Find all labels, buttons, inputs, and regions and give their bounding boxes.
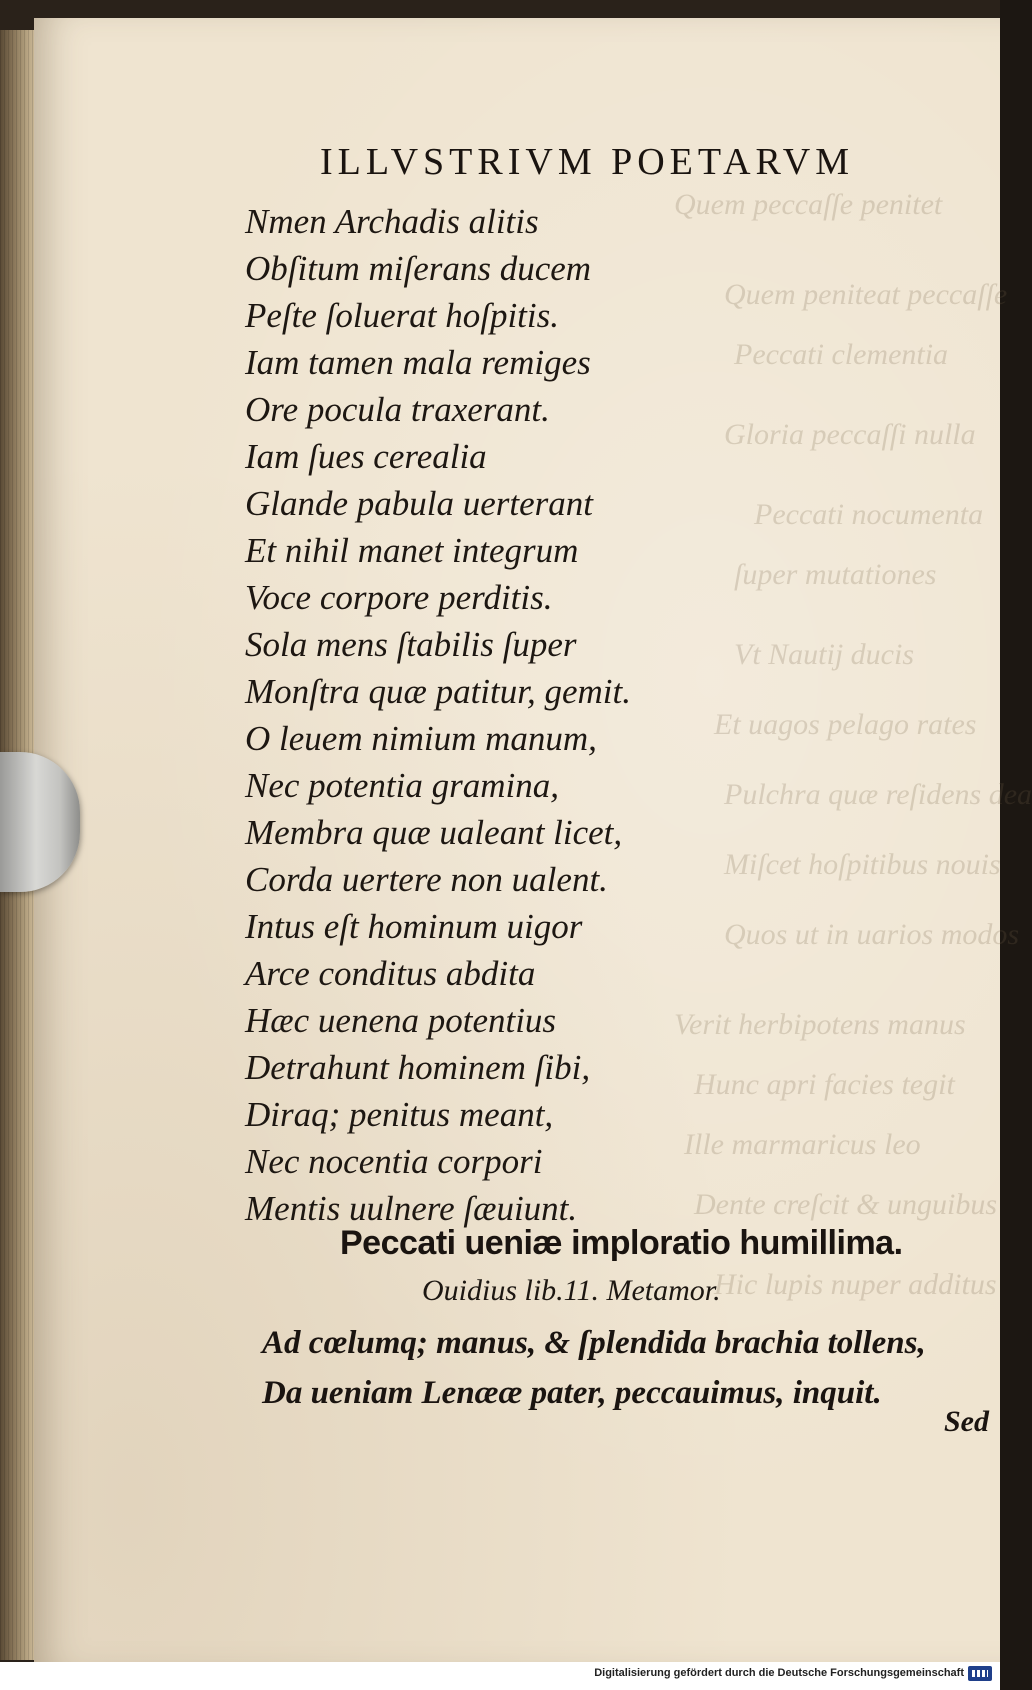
running-title: ILLVSTRIVM POETARVM	[320, 141, 855, 183]
section-heading: Peccati ueniæ imploratio humillima.	[340, 1224, 903, 1262]
poem-line: Peſte ſoluerat hoſpitis.	[245, 296, 559, 335]
poem-line: Monſtra quæ patitur, gemit.	[245, 672, 631, 711]
poem-line: Nec potentia gramina,	[245, 766, 559, 805]
poem-line: Et nihil manet integrum	[245, 531, 579, 570]
poem-line: Sola mens ſtabilis ſuper	[245, 625, 577, 664]
poem-line: Detrahunt hominem ſibi,	[245, 1048, 591, 1087]
poem-line: Arce conditus abdita	[245, 954, 536, 993]
poem-line: Diraq; penitus meant,	[245, 1095, 554, 1134]
poem-line: Obſitum miſerans ducem	[245, 249, 592, 288]
dfg-logo-icon	[968, 1666, 992, 1681]
digitization-credit: Digitalisierung gefördert durch die Deutsche Forschungsgemeinschaft	[594, 1667, 964, 1679]
verse-line: Ad cœlumq; manus, & ſplendida brachia tollens,	[262, 1325, 926, 1361]
poem-line: Voce corpore perditis.	[245, 578, 553, 617]
poem-line: Intus eſt hominum uigor	[245, 907, 583, 946]
poem-line: Ore pocula traxerant.	[245, 390, 550, 429]
poem-line: O leuem nimium manum,	[245, 719, 597, 758]
poem-line: Mentis uulnere ſæuiunt.	[245, 1189, 578, 1228]
poem-line: Hæc uenena potentius	[245, 1001, 557, 1040]
poem-line: Corda uertere non ualent.	[245, 860, 608, 899]
bleed-through-text: Quem peccaſſe penitet Quem peniteat peccaſſe Peccati clementia Gloria peccaſſi nulla Peccati nocumenta ſuper mutationes Vt Nautij ducis Et uagos pelago rates Pulchra quæ reſidens dea Miſcet hoſpitibus nouis Quos ut in uarios modos Verit herbipotens manus Hunc apri facies tegit Ille marmaricus leo Dente creſcit & unguibus Hic lupis nuper additus	[674, 188, 1032, 1301]
poem-line: Membra quæ ualeant licet,	[245, 813, 623, 852]
section-source: Ouidius lib.11. Metamor.	[422, 1274, 721, 1307]
poem-line: Iam ſues cerealia	[245, 437, 487, 476]
poem-line: Glande pabula uerterant	[245, 484, 594, 523]
poem-block	[245, 198, 631, 1232]
poem-line: Nmen Archadis alitis	[245, 202, 539, 241]
poem-line: Nec nocentia corpori	[245, 1142, 543, 1181]
catchword: Sed	[944, 1405, 989, 1438]
verse-block	[262, 1318, 926, 1418]
poem-line: Iam tamen mala remiges	[245, 343, 591, 382]
verse-line: Da ueniam Lenææ pater, peccauimus, inquit.	[262, 1375, 882, 1411]
